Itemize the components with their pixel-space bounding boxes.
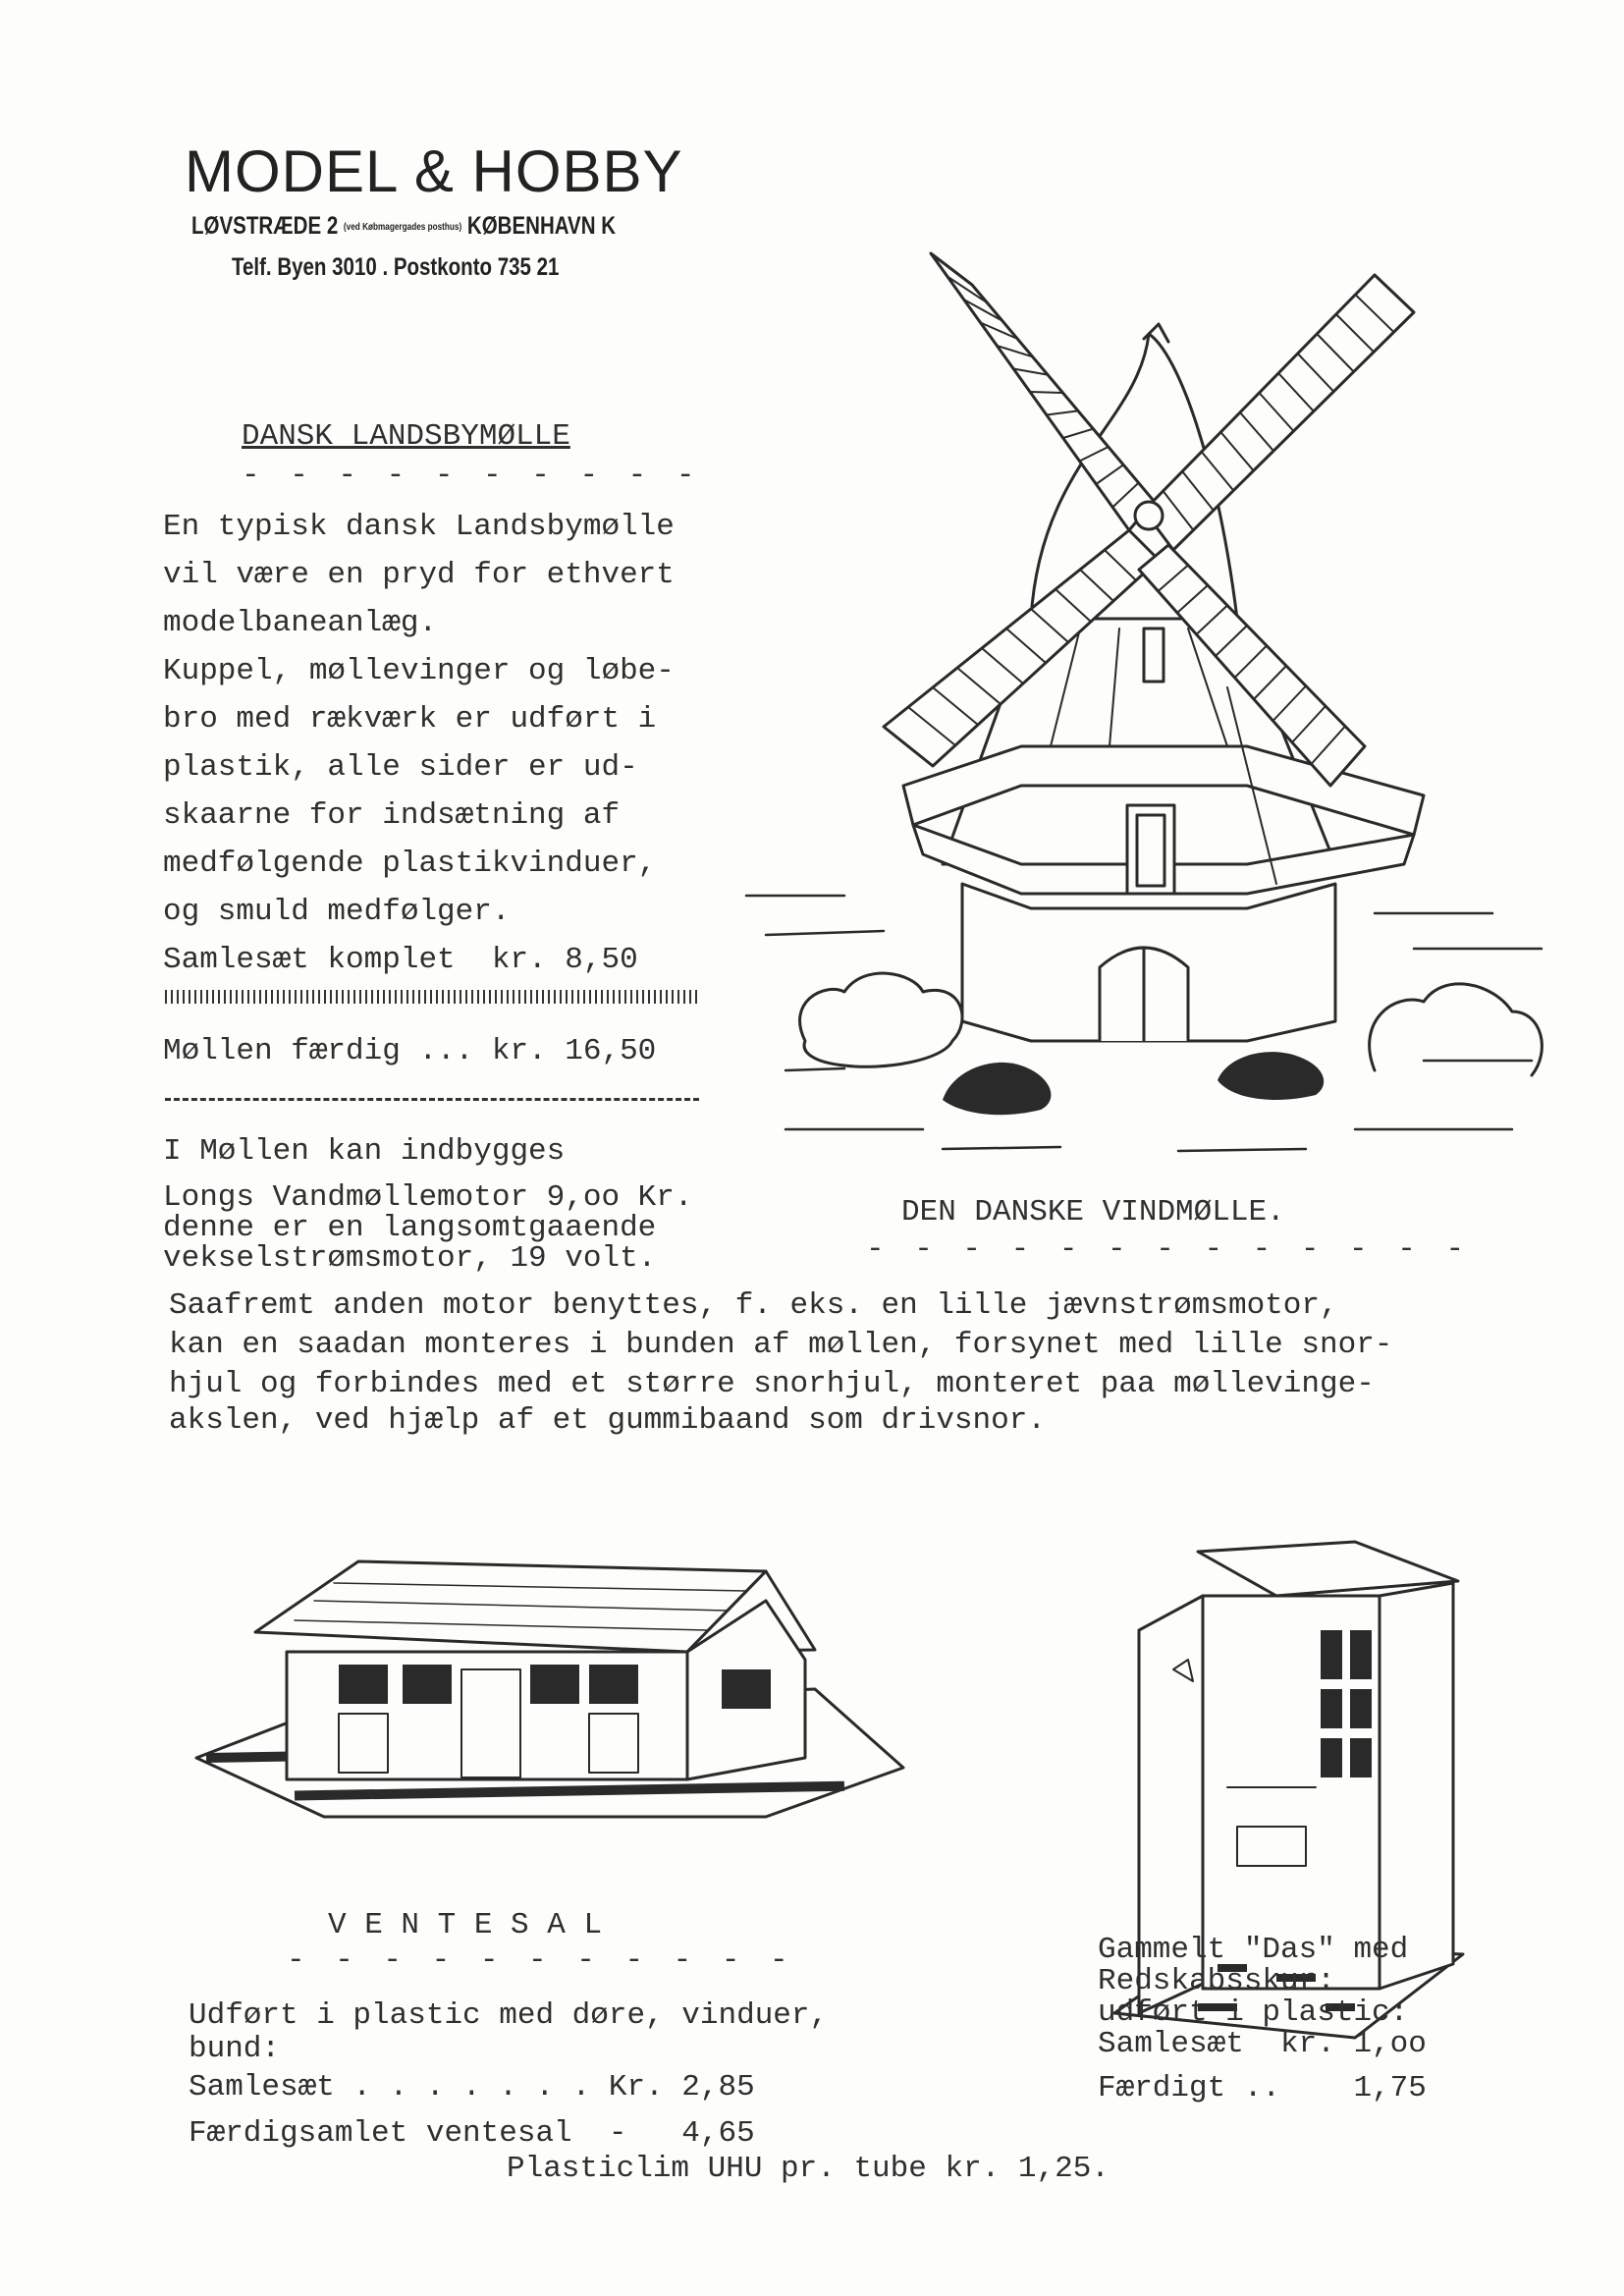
ventesal-desc-line: bund: (189, 2032, 281, 2066)
alt-motor-line: akslen, ved hjælp af et gummibaand som drivsnor. (169, 1403, 1046, 1438)
das-finished-price: Færdigt .. 1,75 (1098, 2071, 1427, 2105)
contact-line: Telf. Byen 3010 . Postkonto 735 21 (232, 253, 560, 281)
motor-line: vekselstrømsmotor, 19 volt. (163, 1241, 657, 1276)
company-name: MODEL & HOBBY (185, 138, 683, 204)
desc-line: bro med rækværk er udført i (163, 702, 657, 737)
desc-line: skaarne for indsætning af (163, 798, 621, 833)
ventesal-kit-price: Samlesæt . . . . . . . Kr. 2,85 (189, 2070, 755, 2105)
motor-intro: I Møllen kan indbygges (163, 1134, 566, 1169)
desc-line: Kuppel, møllevinger og løbe- (163, 654, 675, 688)
ventesal-finished-price: Færdigsamlet ventesal - 4,65 (189, 2116, 755, 2151)
das-line: Gammelt "Das" med (1098, 1933, 1409, 1967)
mill-finished-price: Møllen færdig ... kr. 16,50 (163, 1034, 657, 1068)
motor-line: Longs Vandmøllemotor 9,oo Kr. (163, 1180, 693, 1215)
mill-heading-rule: - - - - - - - - - - (242, 459, 701, 493)
street: LØVSTRÆDE 2 (191, 212, 339, 240)
desc-line: modelbaneanlæg. (163, 606, 438, 640)
street-note: (ved Købmagergades posthus) (343, 221, 462, 233)
caption-rule: - - - - - - - - - - - - - (866, 1232, 1471, 1267)
ventesal-desc-line: Udført i plastic med døre, vinduer, (189, 1998, 829, 2033)
das-line: Redskabsskur: (1098, 1964, 1335, 1998)
ventesal-heading: V E N T E S A L (328, 1908, 603, 1942)
das-line: udført i plastic: (1098, 1995, 1409, 2030)
ventesal-heading-rule: - - - - - - - - - - - (287, 1943, 794, 1978)
desc-line: vil være en pryd for ethvert (163, 558, 675, 592)
kit-price-line: Samlesæt komplet kr. 8,50 (163, 943, 638, 977)
ventesal-description (189, 1999, 828, 2159)
motor-line: denne er en langsomtgaaende (163, 1211, 657, 1245)
das-kit-price: Samlesæt kr. 1,oo (1098, 2027, 1427, 2061)
desc-line: og smuld medfølger. (163, 895, 511, 929)
das-description (1098, 1935, 1427, 2117)
footer-note: Plasticlim UHU pr. tube kr. 1,25. (507, 2152, 1110, 2186)
alt-motor-line: Saafremt anden motor benyttes, f. eks. en lille jævnstrømsmotor, (169, 1288, 1338, 1323)
image-caption: DEN DANSKE VINDMØLLE. (901, 1195, 1285, 1230)
city: KØBENHAVN K (466, 212, 617, 240)
desc-line: plastik, alle sider er ud- (163, 750, 638, 785)
alt-motor-line: kan en saadan monteres i bunden af møllen, forsynet med lille snor- (169, 1328, 1393, 1362)
desc-line: En typisk dansk Landsbymølle (163, 510, 675, 544)
mill-heading: DANSK LANDSBYMØLLE (242, 419, 570, 454)
alt-motor-line: hjul og forbindes med et større snorhjul, monteret paa møllevinge- (169, 1367, 1375, 1401)
desc-line: medfølgende plastikvinduer, (163, 847, 657, 881)
